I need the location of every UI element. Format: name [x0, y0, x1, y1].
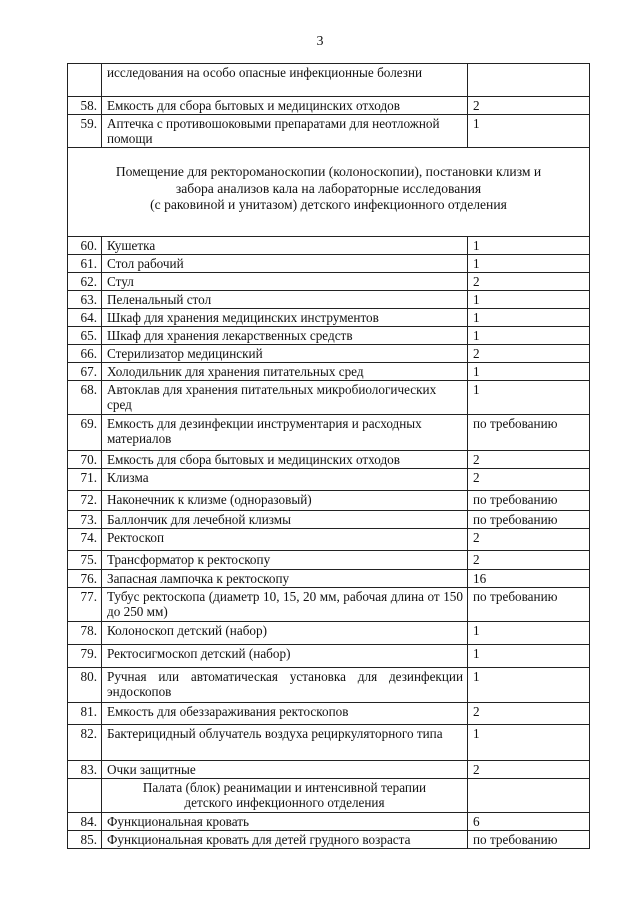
page-number: 3	[316, 34, 324, 49]
item-number: 77.	[68, 588, 102, 622]
item-number: 84.	[68, 813, 102, 831]
item-quantity: 1	[468, 291, 590, 309]
item-number: 79.	[68, 645, 102, 668]
table-row	[68, 725, 590, 761]
table-row	[68, 469, 590, 491]
table-row	[68, 451, 590, 469]
item-name: Бактерицидный облучатель воздуха рециркуляторного типа	[102, 725, 468, 761]
subsection-heading-row	[68, 779, 590, 813]
item-quantity: 1	[468, 725, 590, 761]
item-quantity: 1	[468, 255, 590, 273]
item-name: Пеленальный стол	[102, 291, 468, 309]
item-quantity: 1	[468, 363, 590, 381]
section-heading-line: Помещение для ректороманоскопии (колоноскопии), постановки клизм и	[115, 164, 542, 179]
item-number: 68.	[68, 381, 102, 415]
item-quantity: по требованию	[468, 588, 590, 622]
item-name: Шкаф для хранения лекарственных средств	[102, 327, 468, 345]
item-number: 74.	[68, 529, 102, 551]
item-number: 78.	[68, 622, 102, 645]
equipment-table	[67, 63, 590, 849]
item-quantity: 1	[468, 645, 590, 668]
table-row	[68, 273, 590, 291]
item-name: Ректосигмоскоп детский (набор)	[102, 645, 468, 668]
section-heading	[68, 148, 590, 237]
item-number: 62.	[68, 273, 102, 291]
item-quantity: 2	[468, 273, 590, 291]
item-number: 83.	[68, 761, 102, 779]
table-row	[68, 813, 590, 831]
table-row	[68, 551, 590, 570]
table-row	[68, 570, 590, 588]
item-name: Функциональная кровать	[102, 813, 468, 831]
item-number: 63.	[68, 291, 102, 309]
item-quantity: 1	[468, 237, 590, 255]
item-number	[68, 64, 102, 97]
item-quantity: 1	[468, 115, 590, 148]
item-quantity: 2	[468, 469, 590, 491]
item-number: 75.	[68, 551, 102, 570]
table-row	[68, 345, 590, 363]
subsection-heading	[102, 779, 468, 813]
table-row	[68, 97, 590, 115]
item-number: 70.	[68, 451, 102, 469]
item-name: Тубус ректоскопа (диаметр 10, 15, 20 мм, рабочая длина от 150 до 250 мм)	[102, 588, 468, 622]
section-heading-line: (с раковиной и унитазом) детского инфекционного отделения	[150, 197, 507, 212]
item-number: 64.	[68, 309, 102, 327]
table-row	[68, 64, 590, 97]
item-name: Ректоскоп	[102, 529, 468, 551]
item-quantity: 2	[468, 97, 590, 115]
section-heading-row	[68, 148, 590, 237]
subsection-heading-line: детского инфекционного отделения	[184, 795, 385, 810]
item-quantity: 16	[468, 570, 590, 588]
item-number: 76.	[68, 570, 102, 588]
item-quantity: 6	[468, 813, 590, 831]
item-quantity	[468, 64, 590, 97]
table-row	[68, 491, 590, 511]
item-number: 82.	[68, 725, 102, 761]
item-quantity: по требованию	[468, 831, 590, 849]
table-row	[68, 622, 590, 645]
item-name: Холодильник для хранения питательных сред	[102, 363, 468, 381]
item-number: 59.	[68, 115, 102, 148]
item-quantity: 1	[468, 668, 590, 703]
table-row	[68, 363, 590, 381]
item-name: Наконечник к клизме (одноразовый)	[102, 491, 468, 511]
item-quantity: по требованию	[468, 491, 590, 511]
item-quantity: 2	[468, 551, 590, 570]
subsection-number-cell	[68, 779, 102, 813]
item-name: Функциональная кровать для детей грудного возраста	[102, 831, 468, 849]
item-name: исследования на особо опасные инфекционные болезни	[102, 64, 468, 97]
item-number: 65.	[68, 327, 102, 345]
item-name: Стерилизатор медицинский	[102, 345, 468, 363]
item-quantity: 1	[468, 381, 590, 415]
item-quantity: 2	[468, 345, 590, 363]
subsection-heading-line: Палата (блок) реанимации и интенсивной терапии	[142, 780, 427, 795]
item-quantity: 1	[468, 622, 590, 645]
table-row	[68, 237, 590, 255]
item-name: Шкаф для хранения медицинских инструментов	[102, 309, 468, 327]
table-row	[68, 761, 590, 779]
table-row	[68, 588, 590, 622]
item-quantity: 1	[468, 309, 590, 327]
table-row	[68, 327, 590, 345]
table-row	[68, 529, 590, 551]
item-quantity: 2	[468, 703, 590, 725]
item-name: Емкость для дезинфекции инструментария и расходных материалов	[102, 415, 468, 451]
item-name: Емкость для сбора бытовых и медицинских отходов	[102, 97, 468, 115]
item-number: 72.	[68, 491, 102, 511]
item-quantity: по требованию	[468, 415, 590, 451]
item-name: Емкость для обеззараживания ректоскопов	[102, 703, 468, 725]
item-number: 73.	[68, 511, 102, 529]
item-name: Запасная лампочка к ректоскопу	[102, 570, 468, 588]
item-name: Ручная или автоматическая установка для дезинфекции эндоскопов	[102, 668, 468, 703]
item-name: Емкость для сбора бытовых и медицинских отходов	[102, 451, 468, 469]
item-name: Клизма	[102, 469, 468, 491]
item-number: 58.	[68, 97, 102, 115]
table-row	[68, 703, 590, 725]
item-number: 66.	[68, 345, 102, 363]
item-quantity: по требованию	[468, 511, 590, 529]
item-name: Колоноскоп детский (набор)	[102, 622, 468, 645]
item-quantity: 1	[468, 327, 590, 345]
item-number: 60.	[68, 237, 102, 255]
table-row	[68, 115, 590, 148]
item-quantity: 2	[468, 529, 590, 551]
table-row	[68, 645, 590, 668]
table-row	[68, 831, 590, 849]
item-number: 81.	[68, 703, 102, 725]
equipment-table-body	[68, 64, 590, 849]
table-row	[68, 381, 590, 415]
item-name: Трансформатор к ректоскопу	[102, 551, 468, 570]
item-name: Стул	[102, 273, 468, 291]
item-name: Стол рабочий	[102, 255, 468, 273]
item-number: 67.	[68, 363, 102, 381]
item-number: 61.	[68, 255, 102, 273]
item-number: 69.	[68, 415, 102, 451]
table-row	[68, 415, 590, 451]
item-name: Баллончик для лечебной клизмы	[102, 511, 468, 529]
table-row	[68, 668, 590, 703]
table-row	[68, 255, 590, 273]
item-quantity: 2	[468, 451, 590, 469]
item-name: Очки защитные	[102, 761, 468, 779]
subsection-quantity-cell	[468, 779, 590, 813]
item-number: 71.	[68, 469, 102, 491]
item-number: 80.	[68, 668, 102, 703]
table-row	[68, 291, 590, 309]
table-row	[68, 511, 590, 529]
item-name: Аптечка с противошоковыми препаратами для неотложной помощи	[102, 115, 468, 148]
item-quantity: 2	[468, 761, 590, 779]
section-heading-line: забора анализов кала на лабораторные исследования	[175, 180, 482, 196]
item-name: Автоклав для хранения питательных микробиологических сред	[102, 381, 468, 415]
item-number: 85.	[68, 831, 102, 849]
item-name: Кушетка	[102, 237, 468, 255]
table-row	[68, 309, 590, 327]
